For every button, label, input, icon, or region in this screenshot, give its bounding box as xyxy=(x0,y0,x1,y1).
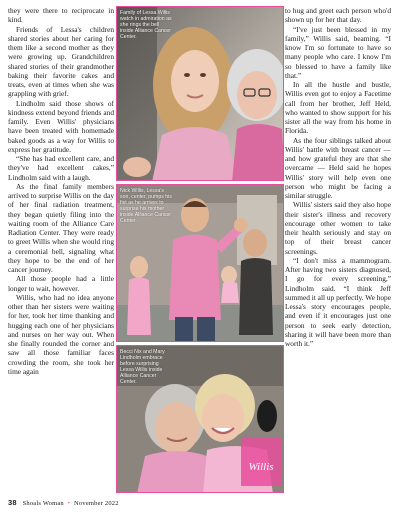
photo-caption: Becci Nix and Mary Lindholm embrace before surprising Lessa Willis inside Alliance Cancer Center. xyxy=(120,349,165,385)
paragraph: “I've just been blessed in my family,” Willis said, beaming. “I know I'm so fortunate to have so many people who care. I know I'm so blessed to have a family like that.” xyxy=(285,24,391,80)
paragraph: Friends of Lessa's children shared stories about her caring for them like a second mother as they were growing up. Grandchildren shared stories of their grandmother baking their favorite cakes and treats, even at times when she was grappling with grief. xyxy=(8,24,114,99)
paragraph: Willis, who had no idea anyone other than her sisters were waiting for her, took her time thanking and hugging each one of her physicians and nurses on her way out. When she finally rounded the corner and saw all those familiar faces crowding the room, she took her time again xyxy=(8,292,114,376)
page-number: 38 xyxy=(8,498,17,507)
photo-caption: Nick Willis, Lessa's son, center, pumps his fist as he arrives to surprise his mother inside Alliance Cancer Center. xyxy=(120,188,172,224)
paragraph: to hug and greet each person who'd shown up for her that day. xyxy=(285,6,391,25)
paragraph: they were there to reciprocate in kind. xyxy=(8,6,114,25)
photo-son-arrives xyxy=(116,184,284,342)
paragraph: As the final family members arrived to surprise Willis on the day of her final radiation treatment, they began quietly filing into the waiting room of the Alliance Care Radiation Center. They were ready to greet Willis when she would ring a ceremonial bell, signaling what they hope to be the end of her cancer journey. xyxy=(8,181,114,274)
paragraph: Lindholm said those shows of kindness extend beyond friends and family. Even Willis' physicians have been treated with homemade baked goods as a way for Willis to express her gratitude. xyxy=(8,98,114,154)
footer-separator: • xyxy=(67,500,71,507)
left-text-column xyxy=(8,6,114,376)
photo-family-bell xyxy=(116,6,284,181)
paragraph: Willis' sisters said they also hope their sister's illness and recovery encourage other women to take their health seriously and stay on top of their breast cancer screenings. xyxy=(285,200,391,256)
banner-text: Willis xyxy=(248,461,274,473)
issue-date: November 2022 xyxy=(74,500,119,507)
paragraph: In all the hustle and bustle, Willis even got to enjoy a Facetime call from her brother, Jeff Held, who wanted to show support for his sister all the way from his home in Florida. xyxy=(285,80,391,136)
page-footer xyxy=(8,498,119,507)
photo-sisters-embrace xyxy=(116,345,284,493)
paragraph: As the four siblings talked about Willis' battle with breast cancer — and how grateful they are that she overcame — Held said he hopes Willis' story will help even one person who might be facing a similar struggle. xyxy=(285,135,391,200)
paragraph: “I don't miss a mammogram. After having two sisters diagnosed, I go for every screening,” Lindholm said. “I think Jeff summed it all up perfectly. We hope Lessa's story encourages people, and even if it encourages just one person to seek early detection, sharing it will have been more than worth it.” xyxy=(285,255,391,348)
paragraph: All those people had a little longer to wait, however. xyxy=(8,274,114,293)
magazine-name: Shoals Woman xyxy=(22,500,64,507)
photo-column xyxy=(116,6,284,493)
photo-caption: Family of Lessa Willis watch in admiration as she rings the bell inside Alliance Cancer Center. xyxy=(120,10,172,40)
paragraph: “She has had excellent care, and they've had excellent cakes,” Lindholm said with a laugh. xyxy=(8,154,114,182)
right-text-column xyxy=(285,6,391,348)
